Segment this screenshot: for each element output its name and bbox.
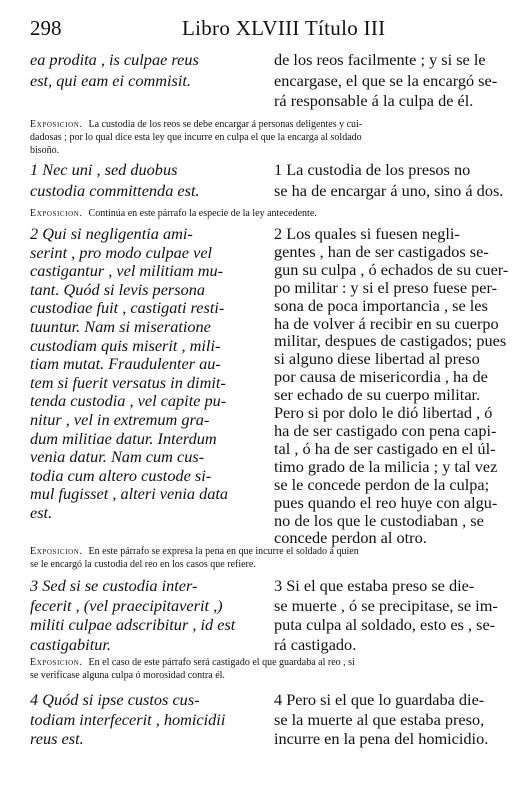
spanish-line: tal , ó ha de ser castigado en el úl-: [274, 438, 496, 458]
latin-line: 4 Quód si ipse custos cus-: [30, 690, 200, 709]
exposition-line: dadosas ; por lo qual dice esta ley que incurre en culpa el que la encarga al soldado: [30, 132, 362, 143]
latin-line: tem si fuerit versatus in dimit-: [30, 372, 226, 392]
spanish-line: timo grado de la milicia ; y tal vez: [274, 456, 498, 476]
latin-line: dum militiae datur. Interdum: [30, 428, 217, 448]
spanish-column: [274, 576, 504, 654]
spanish-line: de los reos facilmente ; y si se le: [274, 50, 486, 69]
spanish-line: gun su culpa , ó echados de su cuer-: [274, 259, 509, 279]
latin-line: tant. Quód si levis persona: [30, 279, 206, 299]
latin-column: [30, 690, 252, 749]
spanish-column: [274, 160, 504, 201]
latin-line: custodiam quis miserit , mili-: [30, 335, 221, 355]
spanish-line: concede perdon al otro.: [274, 528, 427, 548]
spanish-line: 3 Si el que estaba preso se die-: [274, 576, 475, 595]
spanish-line: gentes , han de ser castigados se-: [274, 241, 489, 261]
spanish-line: rá responsable á la culpa de él.: [274, 91, 474, 110]
spanish-line: por causa de misericordia , ha de: [274, 367, 488, 387]
spanish-line: se muerte , ó se precipitase, se im-: [274, 595, 498, 615]
page-number: 298: [30, 16, 62, 40]
latin-line: reus est.: [30, 729, 84, 748]
spanish-line: 2 Los quales si fuesen negli-: [274, 224, 460, 243]
latin-line: ea prodita , is culpae reus: [30, 50, 199, 69]
latin-line: castigabitur.: [30, 634, 111, 654]
spanish-line: se le concede perdon de la culpa;: [274, 474, 490, 494]
running-head: Libro XLVIII Título III: [182, 16, 386, 40]
spanish-line: puta culpa al soldado, esto es , se-: [274, 615, 496, 634]
text-block-1: [30, 50, 502, 112]
exposition-note: [30, 118, 500, 157]
exposition-tag: Exposicion.: [30, 208, 83, 219]
spanish-line: sona de poca importancia , se les: [274, 295, 488, 315]
latin-line: mul fugisset , alteri venia data: [30, 484, 229, 504]
latin-line: est.: [30, 502, 53, 522]
paragraph-1: [30, 160, 502, 202]
spanish-line: encargase, el que se la encargó se-: [274, 70, 498, 90]
latin-line: 2 Qui si negligentia ami-: [30, 224, 193, 243]
exposition-line: Exposicion. En este párrafo se expresa la pena en que incurre el soldado á quien: [30, 546, 359, 557]
latin-line: custodiae fuit , castigati resti-: [30, 298, 225, 318]
latin-line: 1 Nec uni , sed duobus: [30, 160, 178, 179]
latin-line: tuuntur. Nam si miseratione: [30, 316, 211, 336]
exposition-line: bisoño.: [30, 145, 60, 156]
latin-line: militi culpae adscribitur , id est: [30, 615, 236, 634]
spanish-line: se ha de encargar á uno, sino á dos.: [274, 180, 504, 200]
exposition-tag: Exposicion.: [30, 546, 83, 557]
spanish-line: 4 Pero si el que lo guardaba die-: [274, 690, 485, 709]
latin-column: [30, 50, 252, 91]
exposition-line: Exposicion. Continúa en este párrafo la especie de la ley antecedente.: [30, 208, 317, 219]
latin-column: [30, 576, 252, 654]
exposition-line: se verificase alguna culpa ó morosidad contra él.: [30, 670, 225, 681]
exposition-line: se le encargó la custodia del reo en los casos que refiere.: [30, 559, 256, 570]
exposition-line: Exposicion. La custodia de los reos se debe encargar á personas deligentes y cui-: [30, 119, 363, 130]
spanish-line: 1 La custodia de los presos no: [274, 160, 471, 179]
paragraph-2: [30, 224, 509, 550]
latin-column: [30, 225, 252, 523]
latin-line: nitur , vel in extremum gra-: [30, 409, 210, 429]
spanish-line: pues quando el reo huye con algu-: [274, 492, 498, 512]
spanish-column: [274, 50, 504, 112]
latin-line: tenda custodia , vel capite pu-: [30, 391, 227, 411]
spanish-line: no de los que le custodiaban , se: [274, 510, 484, 530]
exposition-tag: Exposicion.: [30, 119, 83, 130]
exposition-note: [30, 207, 500, 220]
spanish-line: ha de ser castigado con pena capi-: [274, 420, 497, 440]
latin-line: todia cum altero custode si-: [30, 465, 212, 485]
exposition-tag: Exposicion.: [30, 657, 83, 668]
exposition-line: Exposicion. En el caso de este párrafo será castigado el que guardaba al reo , si: [30, 657, 355, 668]
latin-line: fecerit , (vel praecipitaverit ,): [30, 595, 223, 615]
exposition-note: [30, 545, 500, 571]
spanish-line: po militar : y si el preso fuese per-: [274, 277, 498, 297]
spanish-line: militar, despues de castigados; pues: [274, 331, 507, 351]
spanish-line: ser echado de su cuerpo militar.: [274, 385, 481, 405]
latin-line: serint , pro modo culpae vel: [30, 242, 213, 262]
exposition-note: [30, 656, 500, 682]
latin-line: tiam mutat. Fraudulenter au-: [30, 354, 221, 374]
spanish-column: [274, 690, 504, 749]
spanish-line: Pero si por dolo le dió libertad , ó: [274, 403, 493, 423]
spanish-line: si alguno diese libertad al preso: [274, 349, 480, 369]
spanish-line: se la muerte al que estaba preso,: [274, 709, 485, 729]
paragraph-4: [30, 690, 502, 756]
latin-line: custodia committenda est.: [30, 180, 200, 200]
latin-line: venia datur. Nam cum cus-: [30, 447, 205, 467]
latin-line: 3 Sed si se custodia inter-: [30, 576, 198, 595]
latin-line: est, qui eam ei commisit.: [30, 70, 191, 90]
latin-column: [30, 160, 252, 201]
spanish-line: incurre en la pena del homicidio.: [274, 729, 489, 748]
spanish-line: rá castigado.: [274, 634, 357, 654]
latin-line: castigantur , vel militiam mu-: [30, 261, 224, 281]
paragraph-3: [30, 576, 502, 658]
latin-line: todiam interfecerit , homicidii: [30, 709, 226, 729]
spanish-column: [274, 224, 509, 548]
spanish-line: ha de volver á recibir en su cuerpo: [274, 313, 499, 333]
page-header: [30, 16, 502, 46]
